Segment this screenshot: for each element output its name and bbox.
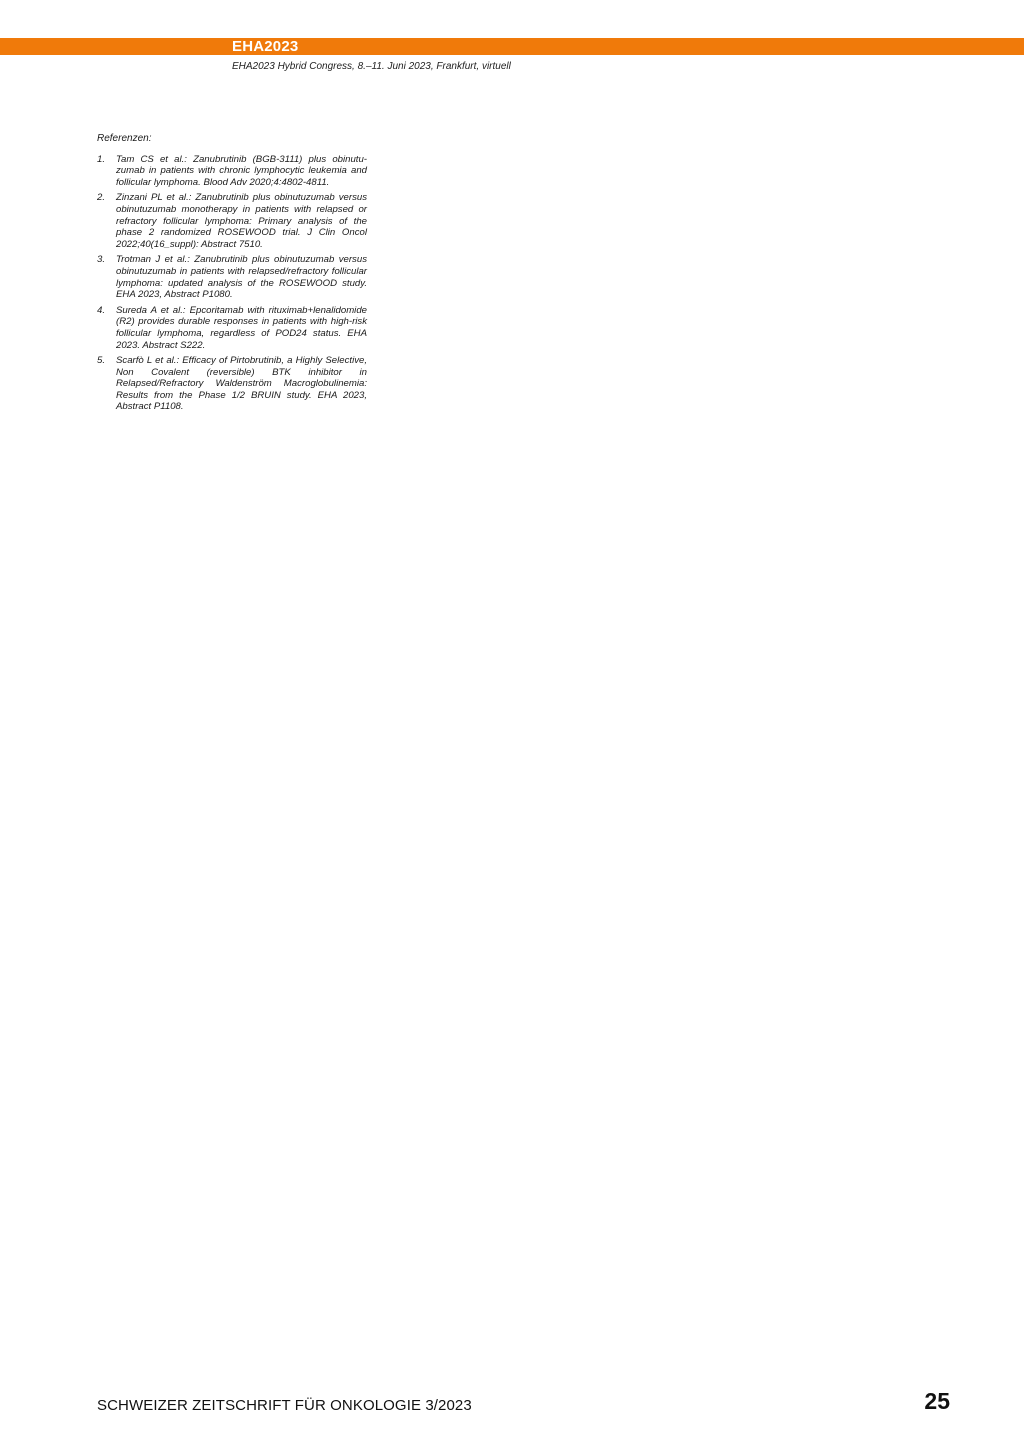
reference-number: 2.	[97, 192, 106, 204]
reference-number: 4.	[97, 304, 106, 316]
reference-text: Scarfò L et al.: Efficacy of Pirtobrutinib, a Highly Selective, Non Covalent (reversible) BTK inhibitor in Relapsed/Refractory Waldenström Macroglobulinemia: Results from the Phase 1/2 BRUIN study. EHA 2023, Abstract P1108.	[116, 355, 367, 413]
section-title: EHA2023	[232, 38, 299, 55]
reference-item	[97, 355, 367, 413]
references-section	[97, 133, 367, 417]
reference-text: Tam CS et al.: Zanubrutinib (BGB-3111) plus obinutuzumab in patients with chronic lymphocytic leukemia and follicular lymphoma. Blood Adv 2020;4:4802-4811.	[116, 153, 367, 188]
references-list	[97, 154, 367, 413]
reference-text: Zinzani PL et al.: Zanubrutinib plus obinutuzumab versus obinutuzumab monotherapy in patients with relapsed or refractory follicular lymphoma: Primary analysis of the phase 2 randomized ROSEWOOD trial. J Clin Oncol 2022;40(16_suppl): Abstract 7510.	[116, 192, 367, 250]
reference-number: 5.	[97, 355, 106, 367]
reference-item	[97, 192, 367, 250]
reference-item	[97, 154, 367, 189]
congress-subtitle: EHA2023 Hybrid Congress, 8.–11. Juni 2023, Frankfurt, virtuell	[232, 61, 511, 72]
reference-text: Trotman J et al.: Zanubrutinib plus obinutuzumab versus obinutuzumab in patients with relapsed/refractory follicular lymphoma: updated analysis of the ROSEWOOD study. EHA 2023, Abstract P1080.	[116, 254, 367, 301]
reference-item	[97, 254, 367, 300]
references-heading: Referenzen:	[97, 133, 152, 144]
journal-name: SCHWEIZER ZEITSCHRIFT FÜR ONKOLOGIE 3/2023	[97, 1397, 472, 1414]
reference-number: 3.	[97, 254, 106, 266]
reference-number: 1.	[97, 153, 106, 165]
page-number: 25	[924, 1388, 950, 1414]
header-bar	[0, 38, 1024, 55]
reference-text: Sureda A et al.: Epcoritamab with rituximab+lenalidomide (R2) provides durable responses in patients with high-risk follicular lymphoma, regardless of POD24 status. EHA 2023. Abstract S222.	[116, 304, 367, 351]
reference-item	[97, 305, 367, 351]
